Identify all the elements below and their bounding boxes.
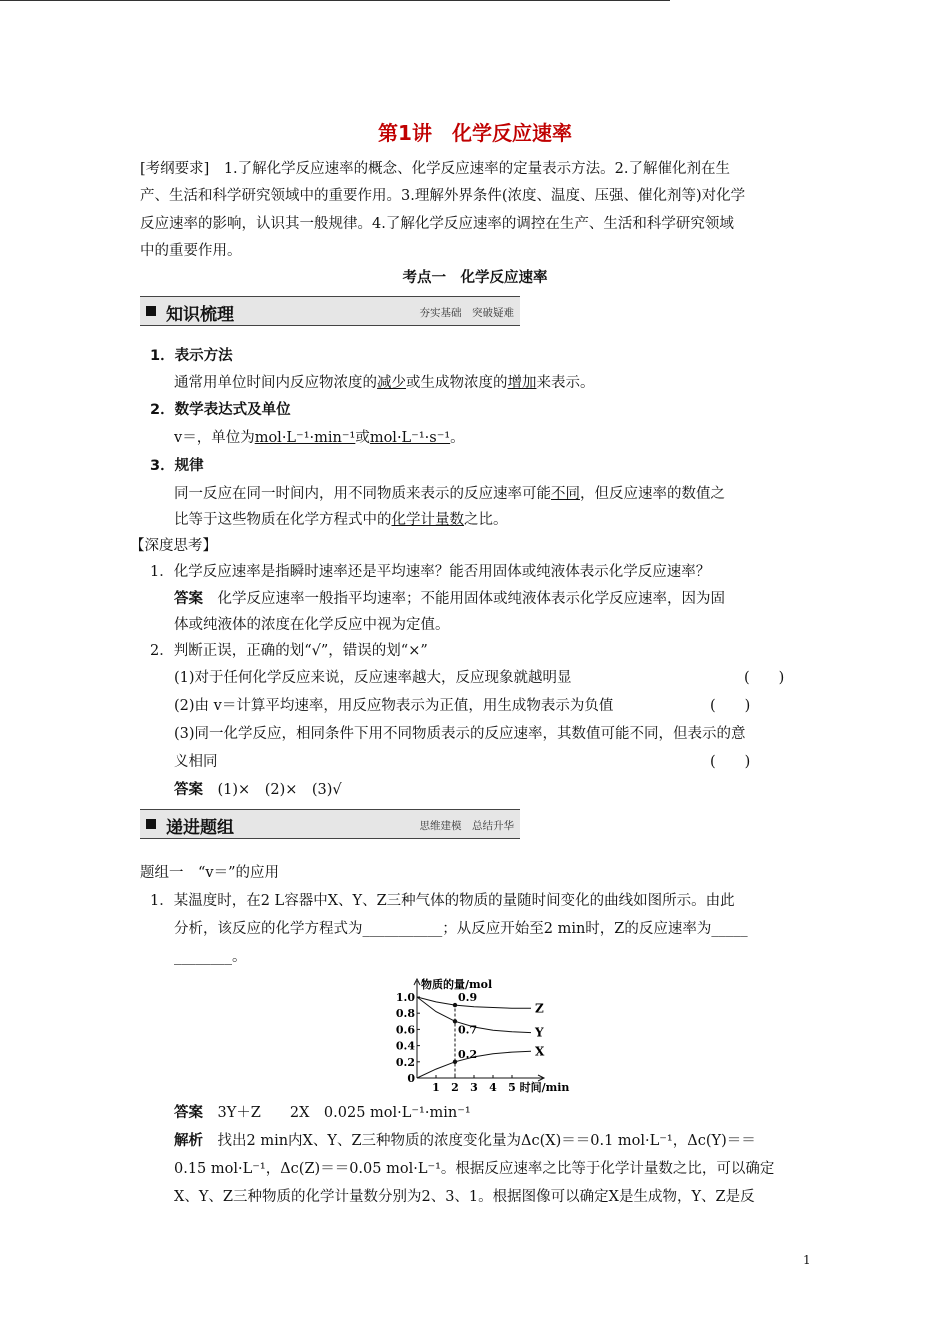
text: 来表示。 — [536, 375, 595, 391]
text: 。 — [450, 430, 465, 446]
answer-2 — [174, 780, 342, 800]
answer-label: 答案 — [174, 1105, 203, 1121]
page-number: 1 — [803, 1253, 811, 1267]
requirements-line-3: 反应速率的影响，认识其一般规律。4.了解化学反应速率的调控在生产、生活和科学研究领域 — [140, 216, 734, 232]
analysis-label: 解析 — [174, 1133, 203, 1149]
statement-1: (1)对于任何化学反应来说，反应速率越大，反应现象就越明显 — [174, 670, 572, 686]
text: 之比。 — [464, 512, 508, 528]
y-tick-label: 0 — [407, 1072, 415, 1085]
y-tick-label: 0.2 — [395, 1055, 415, 1069]
text: 或 — [355, 430, 370, 446]
statement-3a: (3)同一化学反应，相同条件下用不同物质表示的反应速率，其数值可能不同，但表示的意 — [174, 726, 746, 742]
statement-2: (2)由 v＝计算平均速率，用反应物表示为正值，用生成物表示为负值 — [174, 698, 614, 714]
text: 同一反应在同一时间内，用不同物质来表示的反应速率可能 — [174, 486, 551, 502]
answer-3 — [174, 1103, 471, 1123]
paragraph-3b — [174, 510, 508, 530]
heading-2: 2．数学表达式及单位 — [150, 402, 291, 418]
paragraph-2 — [174, 428, 465, 448]
group-question-line-2: 分析，该反应的化学方程式为___________；从反应开始至2 min时，Z的反应速率为_____ — [174, 921, 748, 937]
text: 或生成物浓度的 — [406, 375, 508, 391]
annotation-label: 0.9 — [458, 991, 478, 1005]
analysis-line-2: 0.15 mol·L⁻¹，Δc(Z)＝＝0.05 mol·L⁻¹。根据反应速率之比等于化学计量数之比，可以确定 — [174, 1161, 775, 1177]
top-rule — [0, 0, 670, 1]
y-tick-label: 0.6 — [395, 1023, 415, 1037]
x-tick-label: 4 — [489, 1081, 497, 1094]
group-question-line-3: ________。 — [174, 949, 247, 965]
series-label-z: Z — [535, 1001, 544, 1016]
x-tick-label: 5 — [508, 1081, 516, 1094]
question-2: 2．判断正误，正确的划“√”，错误的划“×” — [150, 643, 428, 659]
y-tick-label: 1.0 — [395, 991, 415, 1004]
text: v＝，单位为 — [174, 430, 255, 446]
text: ，但反应速率的数值之 — [580, 486, 725, 502]
banner-subtitle: 夯实基础 突破疑难 — [419, 307, 514, 319]
data-point-t2-y — [453, 1019, 457, 1023]
text: 找出2 min内X、Y、Z三种物质的浓度变化量为Δc(X)＝＝0.1 mol·L⁻¹，Δc(Y)＝＝ — [203, 1133, 756, 1149]
requirements-line-1: [考纲要求] 1.了解化学反应速率的概念、化学反应速率的定量表示方法。2.了解催化剂在生 — [140, 161, 730, 177]
text: (1)× (2)× (3)√ — [203, 782, 342, 798]
blank-paren-1: ( ) — [744, 670, 785, 686]
y-axis-label: 物质的量/mol — [421, 978, 493, 991]
requirements-line-4: 中的重要作用。 — [140, 243, 242, 259]
blank-paren-3: ( ) — [710, 754, 751, 770]
answer-blank: 不同 — [551, 486, 580, 502]
heading-3: 3．规律 — [150, 458, 204, 474]
data-point-t2-z — [453, 1003, 457, 1007]
text: 比等于这些物质在化学方程式中的 — [174, 512, 392, 528]
banner-knowledge — [140, 296, 520, 326]
paragraph-3a — [174, 484, 725, 504]
statement-3b: 义相同 — [174, 754, 218, 770]
annotation-label: 0.2 — [458, 1047, 478, 1061]
group-title: 题组一 “v＝”的应用 — [140, 865, 280, 881]
x-tick-label: 1 — [432, 1081, 440, 1094]
banner-progressive — [140, 809, 520, 839]
data-point-t2-x — [453, 1060, 457, 1064]
page-title: 第1讲 化学反应速率 — [378, 121, 572, 145]
answer-blank: 减少 — [377, 375, 406, 391]
annotation-label: 0.7 — [458, 1023, 478, 1037]
answer-blank: mol·L⁻¹·min⁻¹ — [254, 430, 356, 446]
answer-1-line-1 — [174, 589, 725, 609]
text: 3Y＋Z 2X 0.025 mol·L⁻¹·min⁻¹ — [203, 1105, 471, 1121]
square-bullet-icon — [146, 306, 156, 316]
banner-title: 知识梳理 — [166, 305, 234, 325]
square-bullet-icon — [146, 819, 156, 829]
group-question-line-1: 1．某温度时，在2 L容器中X、Y、Z三种气体的物质的量随时间变化的曲线如图所示。由此 — [150, 893, 735, 909]
answer-blank: 化学计量数 — [391, 512, 464, 528]
x-tick-label: 2 — [451, 1081, 459, 1094]
analysis-line-1 — [174, 1131, 756, 1151]
answer-label: 答案 — [174, 591, 203, 607]
text: 通常用单位时间内反应物浓度的 — [174, 375, 377, 391]
paragraph-1 — [174, 373, 595, 393]
requirements-line-2: 产、生活和科学研究领域中的重要作用。3.理解外界条件(浓度、温度、压强、催化剂等)对化学 — [140, 188, 746, 204]
deep-think-label: 【深度思考】 — [130, 538, 217, 554]
blank-paren-2: ( ) — [710, 698, 751, 714]
banner-subtitle: 思维建模 总结升华 — [419, 820, 514, 832]
series-label-x: X — [535, 1044, 545, 1059]
x-axis-label: 时间/min — [519, 1081, 570, 1094]
answer-1-line-2: 体或纯液体的浓度在化学反应中视为定值。 — [174, 617, 450, 633]
series-label-y: Y — [535, 1025, 544, 1040]
x-tick-label: 3 — [470, 1081, 478, 1094]
answer-label: 答案 — [174, 782, 203, 798]
analysis-line-3: X、Y、Z三种物质的化学计量数分别为2、3、1。根据图像可以确定X是生成物，Y、Z是反 — [174, 1189, 755, 1205]
y-tick-label: 0.4 — [395, 1039, 415, 1053]
section-title: 考点一 化学反应速率 — [402, 270, 548, 286]
question-1: 1．化学反应速率是指瞬时速率还是平均速率？能否用固体或纯液体表示化学反应速率？ — [150, 564, 711, 580]
answer-blank: 增加 — [507, 375, 537, 391]
banner-title: 递进题组 — [166, 818, 234, 838]
y-tick-label: 0.8 — [395, 1007, 415, 1021]
answer-blank: mol·L⁻¹·s⁻¹ — [369, 430, 451, 446]
amount-time-chart — [385, 975, 605, 1095]
text: 化学反应速率一般指平均速率；不能用固体或纯液体表示化学反应速率，因为固 — [203, 591, 725, 607]
heading-1: 1．表示方法 — [150, 348, 233, 364]
